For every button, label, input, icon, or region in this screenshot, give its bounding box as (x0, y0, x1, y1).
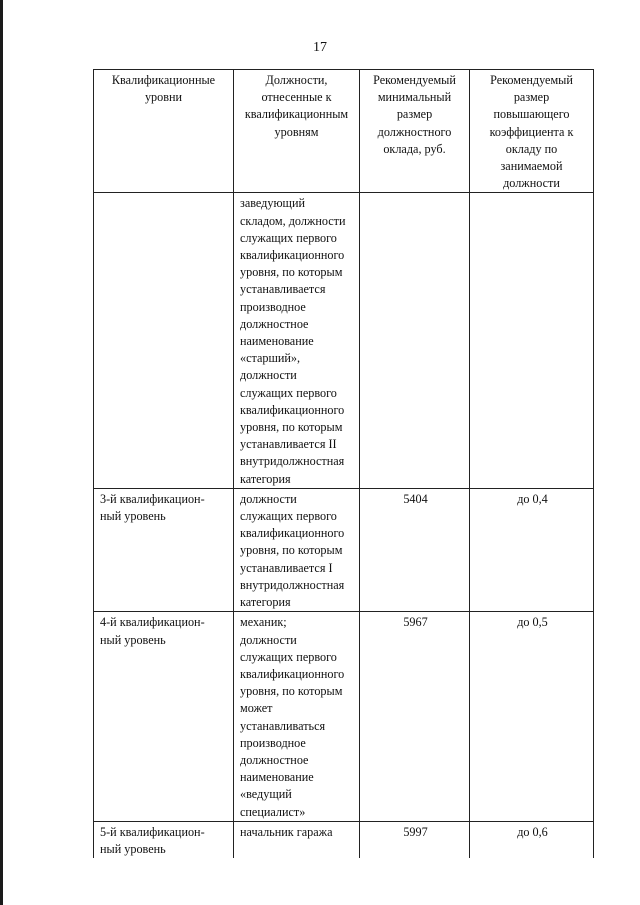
cell-level: 3-й квалификацион- ный уровень (94, 488, 234, 611)
cell-level: 5-й квалификацион- ный уровень (94, 821, 234, 858)
cell-salary: 5404 (360, 488, 470, 611)
header-coefficient: Рекомендуемый размер повышающего коэффициента к окладу по занимаемой должности (470, 70, 594, 193)
table-row (94, 612, 594, 821)
cell-level (94, 193, 234, 488)
cell-coefficient (470, 193, 594, 488)
cell-coefficient: до 0,4 (470, 488, 594, 611)
header-positions: Должности, отнесенные к квалификационным уровням (234, 70, 360, 193)
page-number: 17 (313, 40, 327, 55)
cell-positions: механик; должности служащих первого квалификационного уровня, по которым может устанавливаться производное должностное наименование «ведущий специалист» (234, 612, 360, 821)
cell-salary (360, 193, 470, 488)
header-qualification-levels: Квалификационные уровни (94, 70, 234, 193)
cell-coefficient: до 0,5 (470, 612, 594, 821)
cell-positions: должности служащих первого квалификационного уровня, по которым устанавливается I внутридолжностная категория (234, 488, 360, 611)
table-row (94, 193, 594, 488)
cell-salary: 5997 (360, 821, 470, 858)
qualification-table (93, 69, 594, 858)
table-row (94, 488, 594, 611)
cell-positions: начальник гаража (234, 821, 360, 858)
scan-edge (0, 0, 3, 905)
table-row (94, 821, 594, 858)
cell-positions: заведующий складом, должности служащих первого квалификационного уровня, по которым устанавливается производное должностное наименование «старший», должности служащих первого квалификационного уровня, по которым устанавливается II внутридолжностная категория (234, 193, 360, 488)
cell-salary: 5967 (360, 612, 470, 821)
header-min-salary: Рекомендуемый минимальный размер должностного оклада, руб. (360, 70, 470, 193)
table-header-row (94, 70, 594, 193)
cell-level: 4-й квалификацион- ный уровень (94, 612, 234, 821)
cell-coefficient: до 0,6 (470, 821, 594, 858)
